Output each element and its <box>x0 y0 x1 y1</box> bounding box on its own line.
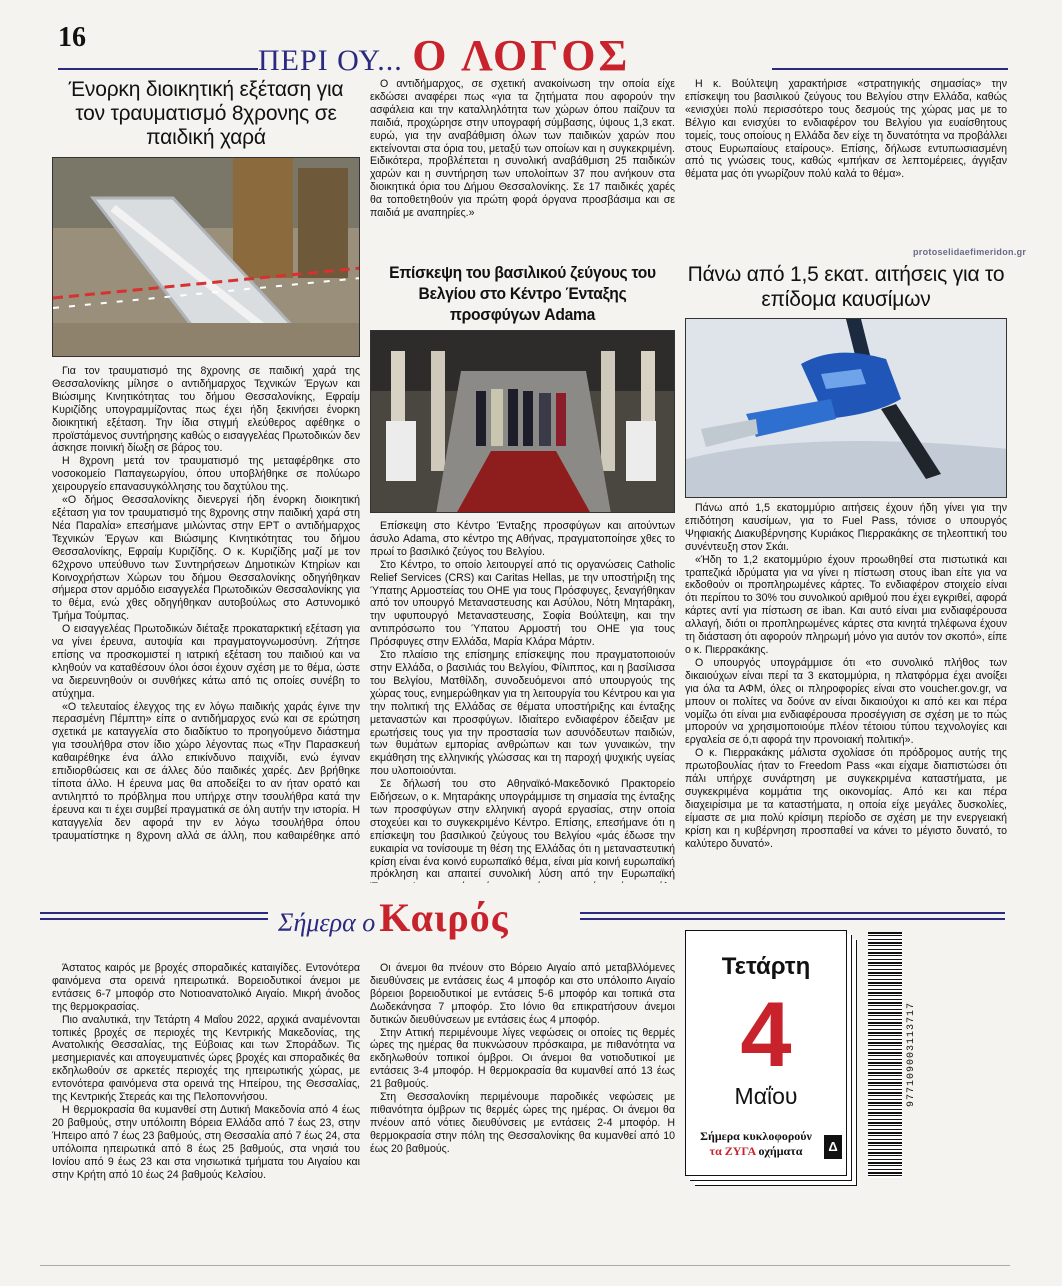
article1-body <box>52 365 360 843</box>
barcode-digits: 977109003113717 <box>906 1001 917 1107</box>
masthead-title: Ο ΛΟΓΟΣ <box>412 31 631 80</box>
odd-even-rest: οχήματα <box>758 1144 803 1158</box>
article2-paragraph: Στο πλαίσιο της επίσημης επίσκεψης που πραγματοποιούν στην Ελλάδα, ο βασιλιάς του Βελγίου, Φίλιππος, και η βασίλισσα του Βελγίου, Ματθίλδη, συνοδευόμενοι από υπουργούς της χώρας τους, ενημερώθηκαν για τη λειτουργία του Κέντρου και για την πολιτική της Ελλάδας σε θέματα υποστήριξης και ένταξης μεταναστών και προσφύγων. Ιδιαίτερο ενδιαφέρον έδειξαν με ερωτήσεις τους για την προστασία των ασυνόδευτων παιδιών, των θυμάτων εμπορίας ανθρώπων και των γυναικών, την εκμάθηση της ελληνικής γλώσσας και τη παροχή ψυχικής υγείας που υλοποιούνται. <box>370 649 675 778</box>
weather-rule <box>580 918 1005 920</box>
date-month: Μαΐου <box>734 1083 798 1109</box>
article3-headline: Πάνω από 1,5 εκατ. αιτήσεις για το επίδομα καυσίμων <box>687 263 1005 311</box>
article3-paragraph: «Ήδη το 1,2 εκατομμύριο έχουν προωθηθεί στα πιστωτικά και τραπεζικά ιδρύματα για να γίνει η πίστωση στους iban είτε για να εκδοθούν οι προπληρωμένες κάρτες. Το ενδιαφέρον στοιχείο είναι ότι περίπου το 30% του συνολικού αριθμού που έχει εγκριθεί, αφορά κάρτες αντί για πίστωση σε iban. Και αυτό είναι μια ενδιαφέρουσα αλλαγή, διότι οι προπληρωμένες κάρτες στα κινητά τηλέφωνα έχουν τη διάσταση ότι αφορούν πληρωμή μόνο για αυτόν τον σκοπό», είπε ο κ. Πιερρακάκης. <box>685 553 1007 656</box>
article1-headline-block <box>52 78 360 150</box>
weather-col1 <box>52 962 360 1210</box>
article2-paragraph: Επίσκεψη στο Κέντρο Ένταξης προσφύγων και αιτούντων άσυλο Adama, στο κέντρο της Αθήνας, πραγματοποίησε χθες το πρωί το βασιλικό ζεύγος του Βελγίου. <box>370 520 675 558</box>
header-rule-right <box>772 68 1008 70</box>
weather-paragraph: Πιο αναλυτικά, την Τετάρτη 4 Μαΐου 2022, αρχικά αναμένονται τοπικές βροχές σε περιοχές της Κεντρικής Μακεδονίας, της Ανατολικής Θεσσαλίας, της Εύβοιας και των Σποράδων. Τις μεσημεριανές και απογευματινές ώρες βροχές και σποραδικές θα εκδηλωθούν σε αρκετές περιοχές της ηπειρωτικής χώρας, με εντονότερα φαινόμενα στα ορεινά της Ηπείρου, της Θεσσαλίας, της Κεντρικής Στερεάς και της Πελοποννήσου. <box>52 1013 360 1104</box>
weather-title <box>278 894 509 941</box>
weather-rule <box>40 918 268 920</box>
weather-paragraph: Οι άνεμοι θα πνέουν στο Βόρειο Αιγαίο από μεταβλλόμενες διευθύνσεις με εντάσεις έως 4 μποφόρ και στο υπόλοιπο Αιγαίο βόρειοι βορειοδυτικοί με εντάσεις 5-6 μποφόρ και τοπικά στα Δωδεκάνησα 7 μποφόρ. Στο Ιόνιο θα επικρατήσουν άνεμοι δυτικών διευθύνσεων με εντάσεις έως 4 μποφόρ. <box>370 962 675 1026</box>
weather-paragraph: Στη Θεσσαλονίκη περιμένουμε παροδικές νεφώσεις με πιθανότητα όμβρων τις θερμές ώρες της ημέρας. Οι άνεμοι θα πνέουν από νότιες διευθύνσεις με εντάσεις 2-4 μποφόρ. Η θερμοκρασία στην πόλη της Θεσσαλονίκης θα κυμανθεί από 10 έως 20 βαθμούς. <box>370 1091 675 1155</box>
date-day: Τετάρτη <box>721 953 811 980</box>
odd-even-line1: Σήμερα κυκλοφορούν <box>700 1129 812 1143</box>
article1-headline: Ένορκη διοικητική εξέταση για τον τραυματισμό 8χρονης σε παιδική χαρά <box>68 78 344 149</box>
article2-body <box>370 520 675 883</box>
bottom-rule <box>40 1265 1010 1266</box>
weather-title-prefix: Σήμερα ο <box>278 908 376 937</box>
date-box <box>685 930 847 1176</box>
watermark: protoselidaefimeridon.gr <box>913 247 1027 257</box>
page-number: 16 <box>58 22 86 53</box>
masthead-prefix: ΠΕΡΙ ΟΥ... <box>258 44 403 77</box>
masthead <box>258 30 630 81</box>
article2-headline-block <box>370 262 675 325</box>
odd-even-notice <box>686 1129 826 1159</box>
article3-headline-block <box>685 262 1007 312</box>
date-number: 4 <box>740 984 792 1086</box>
article2-paragraph: Σε δήλωσή του στο Αθηναϊκό-Μακεδονικό Πρακτορείο Ειδήσεων, ο κ. Μηταράκης υπογράμμισε τη σημασία της ένταξης των προσφύγων στην ελληνική αγορά εργασίας, στην οποία στοχεύει και το συγκεκριμένο Κέντρο. Επίσης, επεσήμανε ότι η επίσκεψη του βασιλικού ζεύγους του Βελγίου «μάς έδωσε την ευκαιρία να τονίσουμε τη θέση της Ελλάδας ότι η μεταναστευτική κρίση είναι ένα κοινό ευρωπαϊκό θέμα, είναι μία κοινή ευρωπαϊκή πρόκληση και απαιτεί συνολική λύση από την Ευρωπαϊκή <box>370 778 675 881</box>
playground-slide-photo <box>52 157 360 357</box>
article2-paragraph: Η κ. Βούλτεψη χαρακτήρισε «στρατηγικής σημασίας» την επίσκεψη του βασιλικού ζεύγους του Βελγίου στην Ελλάδα, καθώς «ενισχύει πολύ περισσότερο τους δεσμούς της χώρας μας με το Βέλγιο και ενισχύει το ενδιαφέρον του Βελγίου για ευαίσθητους τομείς, τους οποίους η Ελλάδα δεν είχε τη δυνατότητα να προβάλλει στους Ευρωπαίους εταίρους». Επίσης, δήλωσε εντυπωσιασμένη από τις γνώσεις τους, καθώς «μπήκαν σε λεπτομέρειες, άγγιξαν θέματα μας ότι γνωρίζουν πολύ καλά το θέμα». <box>685 78 1007 181</box>
article1-paragraph: Για τον τραυματισμό της 8χρονης σε παιδική χαρά της Θεσσαλονίκης μίλησε ο αντιδήμαρχος Τεχνικών Έργων και Βιώσιμης Κινητικότητας του δήμου Θεσσαλονίκης, Εφραίμ Κυριζίδης υπογραμμίζοντας πως έχει ήδη ξεκινήσει ένορκη διοικητική εξέταση. Την ίδια στιγμή ελεύθερος αφέθηκε ο προϊστάμενος συντήρησης καθώς ο εισαγγελέας Πρωτοδικών δεν άσκησε ποινική δίωξη σε βάρος του. <box>52 365 360 455</box>
royal-visit-photo <box>370 330 675 513</box>
header-rule-left <box>58 68 258 70</box>
weather-paragraph: Η θερμοκρασία θα κυμανθεί στη Δυτική Μακεδονία από 4 έως 20 βαθμούς, στην υπόλοιπη Βόρεια Ελλάδα από 7 έως 23, στην Ήπειρο από 7 έως 23 βαθμούς, στη Θεσσαλία από 7 έως 24, στα υπόλοιπα ηπειρωτικά από 8 έως 25 βαθμούς, στα νησιά του Ιονίου από 9 έως 23 και στα νησιωτικά τμήματα του Αιγαίου και στην Κρήτη από 10 έως 24 βαθμούς Κελσίου. <box>52 1103 360 1181</box>
article3-paragraph: Ο κ. Πιερρακάκης μάλιστα σχολίασε ότι πρόδρομος αυτής της πρωτοβουλίας ήταν το Freedom Pass «και είχαμε διαπιστώσει ότι πάλι υπήρχε συνάρτηση με συγκεκριμένα καταστήματα, με συγκεκριμένα κομμάτια της οικονομίας. Από κει και πέρα διαχειρίσιμα με τα καταστήματα, η οποία είχε μεγάλες δυσκολίες, είμαστε σε μια πολύ κρίσιμη περίοδο σε σχέση με την ενεργειακή κρίση και η κυβέρνηση προσπαθεί να κάνει το μέγιστο δυνατό, το καλύτερο δυνατό». <box>685 747 1007 850</box>
article1-paragraph: Ο εισαγγελέας Πρωτοδικών διέταξε προκαταρκτική εξέταση για να γίνει έρευνα, αυτοψία και πραγματογνωμοσύνη. Ζήτησε επίσης να προσκομιστεί η ιατρική εξέταση του παιδιού και να κληθούν να καταθέσουν όλοι όσοι έχουν σχέση με το θέμα, ώστε να διερευνηθούν οι συνθήκες κάτω από τις οποίες συνέβη το ατύχημα. <box>52 623 360 700</box>
odd-even-red: τα ΖΥΓΑ <box>709 1144 756 1158</box>
weather-title-word: Καιρός <box>379 895 509 940</box>
fuel-pump-photo <box>685 318 1007 498</box>
article2-headline: Επίσκεψη του βασιλικού ζεύγους του Βελγίου στο Κέντρο Ένταξης προσφύγων Adama <box>389 263 656 324</box>
article3-paragraph: Πάνω από 1,5 εκατομμύριο αιτήσεις έχουν ήδη γίνει για την επιδότηση καυσίμων, για το Fuel Pass, τόνισε ο υπουργός Ψηφιακής Διακυβέρνησης Κυριάκος Πιερρακάκης σε τηλεοπτική του συνέντευξη στον Σκάι. <box>685 502 1007 553</box>
article1-paragraph: «Ο τελευταίος έλεγχος της εν λόγω παιδικής χαράς έγινε την περασμένη Πέμπτη» είπε ο αντιδήμαρχος ενώ και σε ερώτηση σχετικά με καταγγελία στο διαδίκτυο το προηγούμενο διάστημα για τσουλήθρα στον ίδιο χώρο λέγοντας πως «Την Παρασκευή καθαιρέθηκε ένα άλλο επικίνδυνο παιχνίδι, ενώ έγιναν επιδιορθώσεις και σε άλλες δύο παιδικές χαρές. Δεν βρήθηκε τίποτα άλλο. Η έρευνα μας θα αποδείξει το αν ήταν ορατό και αντιληπτό το πρόβλημα που υπήρχε στην τσουλήθρα κατά την έρευνα και τι έχει συμβεί πραγματικά σε όλη αυτήν την ιστορία. Η καταγγελία δεν αφορά την εν λόγω τσουλήθρα όπου τραυματίστηκε η 8χρονη αλλά σε άλλη, που καθαιρέθηκε από <box>52 700 360 842</box>
delta-icon: Δ <box>824 1135 842 1159</box>
weather-col2 <box>370 962 675 1210</box>
weather-paragraph: Άστατος καιρός με βροχές σποραδικές καταιγίδες. Εντονότερα φαινόμενα στα ορεινά ηπειρωτικά. Βορειοδυτικοί άνεμοι με εντάσεις 6-7 μποφόρ στο Νοτιοανατολικό Αιγαίο. Μικρή άνοδος της θερμοκρασίας. <box>52 962 360 1013</box>
article2-paragraph: Στο Κέντρο, το οποίο λειτουργεί από τις οργανώσεις Catholic Relief Services (CRS) και Caritas Hellas, με την υποστήριξη της Ύπατης Αρμοστείας του ΟΗΕ για τους Πρόσφυγες, ξεναγήθηκαν από τον υπουργό Μεταναστευσης και Ασύλου, Νότη Μηταράκη, την υφυπουργό Μεταναστευσης, Σοφία Βούλτεψη, και την αντιπρόσωπο του Ύπατου Αρμοστή του ΟΗΕ για τους Πρόσφυγες στην Ελλάδα, Μαρία Κλάρα Μάρτιν. <box>370 558 675 649</box>
barcode <box>868 932 902 1178</box>
article3-body <box>685 502 1007 882</box>
article1-paragraph: «Ο δήμος Θεσσαλονίκης διενεργεί ήδη ένορκη διοικητική εξέταση για τον τραυματισμό της 8χρονης στην παιδική χαρά στη Νέα Παραλία» επεσήμανε μιλώντας στην ΕΡΤ ο αντιδήμαρχος Τεχνικών Έργων και Βιώσιμης Κινητικότητας του δήμου Θεσσαλονίκης, Εφραίμ Κυριζίδης. Ο κ. Κυριζίδης μαζί με τον 62χρονο υπεύθυνο των Συντηρήσεων Δημοτικών Κτηρίων και Κοινοχρήστων Χώρων του δήμου Θεσσαλονίκης οδηγήθηκαν σήμερα στον αρμόδιο εισαγγελέα Πρωτοδικών Θεσσαλονίκης για το θέμα, ενώ χθες οδηγήθηκαν αυτοβούλως στο Αστυνομικό Τμήμα Τούμπας. <box>52 494 360 623</box>
article1-paragraph: Η 8χρονη μετά τον τραυματισμό της μεταφέρθηκε στο νοσοκομείο Παπαγεωργίου, όπου υποβλήθηκε σε πολύωρο χειρουργείο επανασυγκόλλησης του δαχτύλου της. <box>52 455 360 494</box>
weather-rule <box>40 912 268 914</box>
article3-paragraph: Ο υπουργός υπογράμμισε ότι «το συνολικό πλήθος των δικαιούχων είναι περί τα 3 εκατομμύρια, η πλατφόρμα έχει ανοίξει για όλα τα ΑΦΜ, όλες οι πληροφορίες είναι στο voucher.gov.gr, να μπουν οι πολίτες να δούνε αν είναι δικαιούχοι κι από κει και πέρα νομίζω ότι είναι μια ενδιαφέρουσα προσέγγιση σε σχέση με το πώς μπορούν να χρησιμοποιούμε πλέον τέτοιου τύπου τεχνολογίες και εργαλεία σε ό,τι αφορά την προνοιακή πολιτική». <box>685 656 1007 747</box>
weather-rule <box>580 912 1005 914</box>
weather-paragraph: Στην Αττική περιμένουμε λίγες νεφώσεις οι οποίες τις θερμές ώρες της ημέρας θα πυκνώσουν πρόσκαιρα, με πιθανότητα να εκδηλωθούν τοπικοί όμβροι. Οι άνεμοι θα νοτιοδυτικοί με εντάσεις 3-4 μποφόρ. Η θερμοκρασία θα κυμανθεί από 13 έως 21 βαθμούς. <box>370 1026 675 1091</box>
weather-banner <box>40 895 1005 940</box>
article1-continued <box>370 78 675 260</box>
article1-paragraph: Ο αντιδήμαρχος, σε σχετική ανακοίνωση την οποία είχε εκδώσει αναφέρει πως «για τα ζητήματα που αφορούν την ασφάλεια και την καταλληλότητα των χώρων όπου παίζουν τα παιδιά, προχώρησε στην υπογραφή σύμβασης, ύψους 1,3 εκατ. ευρώ, για την αναβάθμιση όλων των παιδικών χαρών που εκτείνονται στα όρια του, μεταξύ των οποίων και η συγκεκριμένη. Ειδικότερα, προβλέπεται η συνολική αναβάθμιση 25 παιδικών χαρών και η συντήρηση των υπολοίπων 37 που ανήκουν στα διοικητικά όρια του Δήμου Θεσσαλονίκης. Σε 17 παιδικές χαρές θα τοποθετηθούν για πρώτη φορά όργανα προσβάσιμα και σε παιδιά με αναπηρίες.» <box>370 78 675 220</box>
article2-continued <box>685 78 1007 261</box>
